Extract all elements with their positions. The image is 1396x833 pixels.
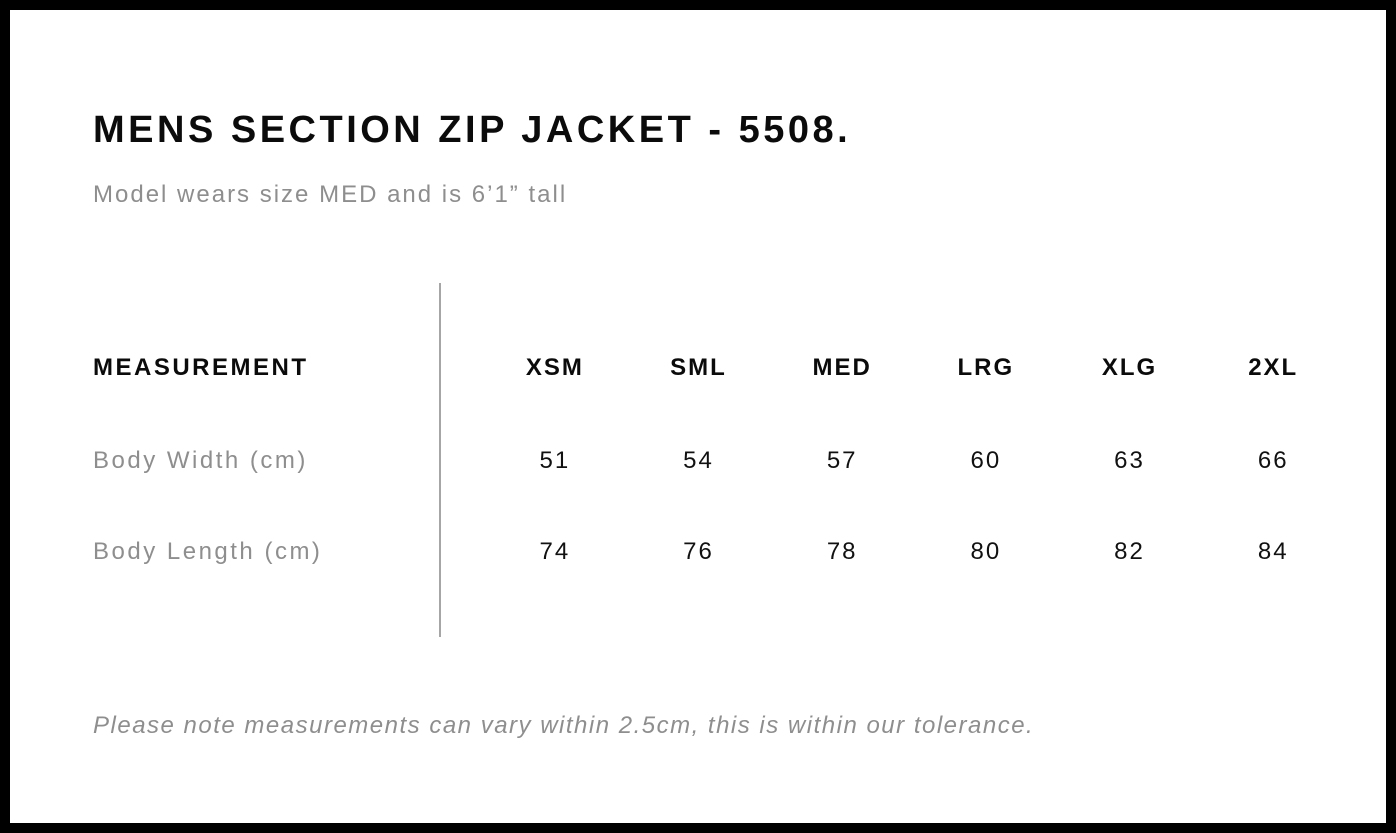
body-width-label: Body Width (cm): [93, 447, 308, 474]
body-length-xlg-value: 82: [1114, 538, 1145, 565]
table-row-body-length: [93, 536, 1345, 568]
body-length-xsm-value: 74: [539, 538, 571, 565]
body-width-xlg-value: 63: [1114, 447, 1145, 474]
body-length-med-value: 78: [826, 538, 858, 565]
size-guide-content: [10, 10, 1386, 823]
size-column-header-lrg: LRG: [957, 354, 1015, 381]
body-length-2xl-value: 84: [1257, 538, 1289, 565]
size-column-header-med: MED: [812, 354, 872, 381]
size-column-header-sml: SML: [670, 354, 727, 381]
table-row-body-width: [93, 445, 1345, 477]
size-column-header-2xl: 2XL: [1248, 354, 1299, 381]
size-column-header-xlg: XLG: [1101, 354, 1158, 381]
body-width-2xl-value: 66: [1257, 447, 1289, 474]
model-size-note: Model wears size MED and is 6’1” tall: [93, 181, 568, 208]
body-width-xsm-value: 51: [539, 447, 571, 474]
body-length-lrg-value: 80: [970, 538, 1002, 565]
measurement-column-header: MEASUREMENT: [93, 354, 309, 381]
product-title: MENS SECTION ZIP JACKET - 5508.: [93, 109, 852, 151]
body-length-sml-value: 76: [683, 538, 714, 565]
size-column-header-xsm: XSM: [525, 354, 584, 381]
tolerance-note: Please note measurements can vary within 2.5cm, this is within our tolerance.: [93, 712, 1035, 739]
body-width-sml-value: 54: [683, 447, 714, 474]
body-length-label: Body Length (cm): [93, 538, 323, 565]
size-table-header-row: [93, 352, 1345, 384]
body-width-med-value: 57: [826, 447, 858, 474]
body-width-lrg-value: 60: [970, 447, 1002, 474]
